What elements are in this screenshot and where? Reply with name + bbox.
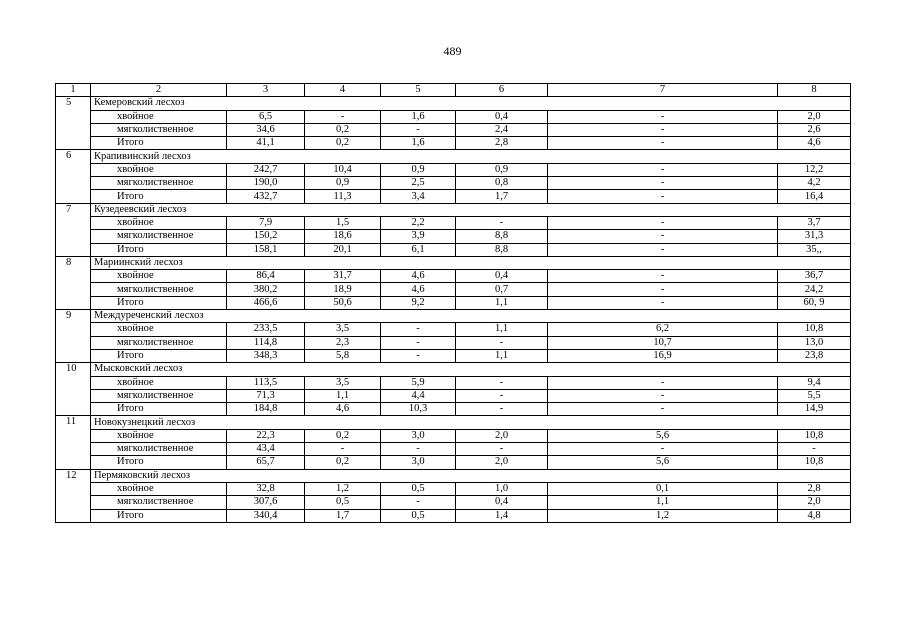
table-cell: 18,6: [305, 230, 381, 243]
table-cell: 466,6: [227, 296, 305, 309]
table-cell: -: [456, 403, 548, 416]
group-header-row: [56, 310, 851, 323]
table-cell: -: [456, 336, 548, 349]
table-cell: -: [456, 389, 548, 402]
table-cell: 0,5: [305, 496, 381, 509]
table-cell: 16,9: [548, 349, 778, 362]
table-cell: 0,4: [456, 110, 548, 123]
table-cell: -: [548, 270, 778, 283]
row-label: Итого: [91, 137, 227, 150]
table-cell: 50,6: [305, 296, 381, 309]
table-cell: 71,3: [227, 389, 305, 402]
table-cell: 43,4: [227, 443, 305, 456]
table-cell: 14,9: [778, 403, 851, 416]
table-cell: 0,9: [381, 163, 456, 176]
table-cell: -: [548, 243, 778, 256]
table-cell: 5,6: [548, 456, 778, 469]
row-label: хвойное: [91, 270, 227, 283]
forestry-table: [55, 83, 851, 523]
table-row: [56, 110, 851, 123]
table-row: [56, 216, 851, 229]
table-cell: -: [548, 230, 778, 243]
header-cell: 6: [456, 84, 548, 97]
table-cell: 2,0: [778, 110, 851, 123]
table-cell: 9,4: [778, 376, 851, 389]
table-row: [56, 243, 851, 256]
row-label: Итого: [91, 349, 227, 362]
table-row: [56, 389, 851, 402]
table-cell: 12,2: [778, 163, 851, 176]
group-number: 12: [56, 469, 91, 522]
table-cell: 2,3: [305, 336, 381, 349]
table-cell: 3,0: [381, 456, 456, 469]
table-cell: 380,2: [227, 283, 305, 296]
table-cell: -: [381, 123, 456, 136]
table-cell: -: [548, 376, 778, 389]
table-cell: 20,1: [305, 243, 381, 256]
table-cell: 1,5: [305, 216, 381, 229]
row-label: хвойное: [91, 376, 227, 389]
header-cell: 5: [381, 84, 456, 97]
table-cell: 4,4: [381, 389, 456, 402]
table-row: [56, 429, 851, 442]
row-label: мягколиственное: [91, 283, 227, 296]
table-cell: -: [381, 323, 456, 336]
table-cell: 10,8: [778, 429, 851, 442]
table-cell: 2,8: [456, 137, 548, 150]
table-cell: 2,0: [778, 496, 851, 509]
table-row: [56, 323, 851, 336]
group-number: 10: [56, 363, 91, 416]
row-label: хвойное: [91, 216, 227, 229]
group-number: 7: [56, 203, 91, 256]
header-cell: 1: [56, 84, 91, 97]
table-cell: 41,1: [227, 137, 305, 150]
table-cell: 5,6: [548, 429, 778, 442]
table-row: [56, 296, 851, 309]
table-cell: 0,9: [456, 163, 548, 176]
group-name: Пермяковский лесхоз: [91, 469, 851, 482]
table-cell: 158,1: [227, 243, 305, 256]
table-cell: 3,7: [778, 216, 851, 229]
table-cell: 6,2: [548, 323, 778, 336]
row-label: мягколиственное: [91, 496, 227, 509]
table-row: [56, 376, 851, 389]
table-cell: 1,1: [456, 296, 548, 309]
table-cell: 348,3: [227, 349, 305, 362]
table-cell: -: [456, 443, 548, 456]
header-row: [56, 84, 851, 97]
group-number: 11: [56, 416, 91, 469]
table-cell: 36,7: [778, 270, 851, 283]
group-number: 6: [56, 150, 91, 203]
row-label: Итого: [91, 190, 227, 203]
header-cell: 8: [778, 84, 851, 97]
table-cell: 2,4: [456, 123, 548, 136]
row-label: хвойное: [91, 482, 227, 495]
table-cell: -: [548, 163, 778, 176]
table-cell: 3,0: [381, 429, 456, 442]
table-cell: 8,8: [456, 230, 548, 243]
table-cell: 5,5: [778, 389, 851, 402]
row-label: мягколиственное: [91, 230, 227, 243]
table-row: [56, 137, 851, 150]
group-header-row: [56, 469, 851, 482]
row-label: Итого: [91, 456, 227, 469]
table-cell: 2,5: [381, 177, 456, 190]
table-row: [56, 349, 851, 362]
table-cell: 0,2: [305, 429, 381, 442]
table-cell: 1,6: [381, 110, 456, 123]
group-name: Мысковский лесхоз: [91, 363, 851, 376]
table-cell: 7,9: [227, 216, 305, 229]
table-cell: 0,7: [456, 283, 548, 296]
table-cell: 432,7: [227, 190, 305, 203]
table-cell: 86,4: [227, 270, 305, 283]
table-cell: 2,2: [381, 216, 456, 229]
table-cell: 1,1: [456, 349, 548, 362]
group-number: 5: [56, 97, 91, 150]
table-cell: -: [381, 336, 456, 349]
table-row: [56, 163, 851, 176]
table-cell: 1,6: [381, 137, 456, 150]
table-cell: 3,9: [381, 230, 456, 243]
table-cell: 6,1: [381, 243, 456, 256]
table-row: [56, 336, 851, 349]
table-cell: -: [548, 177, 778, 190]
row-label: хвойное: [91, 110, 227, 123]
table-cell: -: [456, 216, 548, 229]
table-row: [56, 283, 851, 296]
table-cell: -: [381, 496, 456, 509]
table-cell: 340,4: [227, 509, 305, 522]
table-cell: 16,4: [778, 190, 851, 203]
table-cell: 0,1: [548, 482, 778, 495]
group-name: Кузедеевский лесхоз: [91, 203, 851, 216]
table-cell: 13,0: [778, 336, 851, 349]
table-cell: -: [778, 443, 851, 456]
table-row: [56, 190, 851, 203]
page-number: 489: [443, 44, 462, 58]
table-cell: 4,2: [778, 177, 851, 190]
table-cell: 1,1: [305, 389, 381, 402]
group-number: 8: [56, 256, 91, 309]
table-cell: -: [548, 389, 778, 402]
table-cell: -: [381, 349, 456, 362]
table-cell: 0,4: [456, 496, 548, 509]
table-cell: 150,2: [227, 230, 305, 243]
table-cell: 11,3: [305, 190, 381, 203]
table-cell: 0,9: [305, 177, 381, 190]
table-cell: -: [456, 376, 548, 389]
table-cell: -: [305, 443, 381, 456]
table-cell: 5,9: [381, 376, 456, 389]
row-label: хвойное: [91, 323, 227, 336]
table-row: [56, 496, 851, 509]
row-label: мягколиственное: [91, 336, 227, 349]
table-cell: 24,2: [778, 283, 851, 296]
table-cell: 1,1: [456, 323, 548, 336]
table-cell: 4,6: [381, 270, 456, 283]
table-cell: 22,3: [227, 429, 305, 442]
table-cell: 60, 9: [778, 296, 851, 309]
row-label: Итого: [91, 403, 227, 416]
table-cell: -: [548, 296, 778, 309]
row-label: хвойное: [91, 429, 227, 442]
table-cell: 233,5: [227, 323, 305, 336]
table-row: [56, 403, 851, 416]
table-cell: 1,4: [456, 509, 548, 522]
group-name: Кемеровский лесхоз: [91, 97, 851, 110]
table-cell: 0,4: [456, 270, 548, 283]
table-row: [56, 509, 851, 522]
table-cell: -: [548, 283, 778, 296]
table-row: [56, 123, 851, 136]
table-cell: 2,0: [456, 456, 548, 469]
table-cell: -: [305, 110, 381, 123]
table-row: [56, 456, 851, 469]
row-label: мягколиственное: [91, 123, 227, 136]
group-header-row: [56, 203, 851, 216]
table-cell: 1,0: [456, 482, 548, 495]
table-cell: 242,7: [227, 163, 305, 176]
table-cell: 8,8: [456, 243, 548, 256]
table-cell: 35,,: [778, 243, 851, 256]
group-name: Крапивинский лесхоз: [91, 150, 851, 163]
table-cell: 0,2: [305, 137, 381, 150]
table-cell: 1,2: [548, 509, 778, 522]
table-cell: 23,8: [778, 349, 851, 362]
table-row: [56, 230, 851, 243]
table-row: [56, 177, 851, 190]
row-label: Итого: [91, 296, 227, 309]
table-cell: -: [381, 443, 456, 456]
row-label: хвойное: [91, 163, 227, 176]
group-header-row: [56, 363, 851, 376]
table-cell: 2,6: [778, 123, 851, 136]
table-cell: 0,8: [456, 177, 548, 190]
group-header-row: [56, 150, 851, 163]
table-cell: 1,7: [305, 509, 381, 522]
table-cell: 1,1: [548, 496, 778, 509]
table-cell: 0,2: [305, 456, 381, 469]
group-name: Новокузнецкий лесхоз: [91, 416, 851, 429]
table-cell: 65,7: [227, 456, 305, 469]
table-cell: 10,8: [778, 456, 851, 469]
table-cell: 4,8: [778, 509, 851, 522]
table-cell: 31,3: [778, 230, 851, 243]
table-cell: 0,5: [381, 509, 456, 522]
table-cell: 4,6: [305, 403, 381, 416]
table-cell: 307,6: [227, 496, 305, 509]
table-cell: 6,5: [227, 110, 305, 123]
table-cell: -: [548, 403, 778, 416]
table-cell: 3,5: [305, 376, 381, 389]
table-cell: -: [548, 216, 778, 229]
table-cell: 32,8: [227, 482, 305, 495]
row-label: Итого: [91, 243, 227, 256]
header-cell: 3: [227, 84, 305, 97]
table-cell: 2,0: [456, 429, 548, 442]
table-cell: 1,7: [456, 190, 548, 203]
table-cell: 10,4: [305, 163, 381, 176]
group-name: Мариинский лесхоз: [91, 256, 851, 269]
header-cell: 2: [91, 84, 227, 97]
row-label: Итого: [91, 509, 227, 522]
header-cell: 4: [305, 84, 381, 97]
table-cell: 0,5: [381, 482, 456, 495]
group-number: 9: [56, 310, 91, 363]
table-cell: 3,5: [305, 323, 381, 336]
row-label: мягколиственное: [91, 389, 227, 402]
table-cell: 2,8: [778, 482, 851, 495]
table-row: [56, 270, 851, 283]
table-cell: -: [548, 137, 778, 150]
table-cell: 0,2: [305, 123, 381, 136]
table-cell: 10,8: [778, 323, 851, 336]
group-name: Междуреченский лесхоз: [91, 310, 851, 323]
table-cell: 4,6: [381, 283, 456, 296]
table-cell: 18,9: [305, 283, 381, 296]
row-label: мягколиственное: [91, 443, 227, 456]
table-row: [56, 482, 851, 495]
table-cell: 113,5: [227, 376, 305, 389]
row-label: мягколиственное: [91, 177, 227, 190]
table-cell: 3,4: [381, 190, 456, 203]
table-cell: 10,7: [548, 336, 778, 349]
group-header-row: [56, 97, 851, 110]
table-cell: 184,8: [227, 403, 305, 416]
table-row: [56, 443, 851, 456]
table-cell: 34,6: [227, 123, 305, 136]
table-cell: -: [548, 110, 778, 123]
table-cell: 1,2: [305, 482, 381, 495]
table-cell: -: [548, 123, 778, 136]
table-cell: -: [548, 190, 778, 203]
table-cell: 114,8: [227, 336, 305, 349]
header-cell: 7: [548, 84, 778, 97]
table-cell: -: [548, 443, 778, 456]
table-cell: 190,0: [227, 177, 305, 190]
table-cell: 5,8: [305, 349, 381, 362]
table-cell: 31,7: [305, 270, 381, 283]
table-cell: 10,3: [381, 403, 456, 416]
group-header-row: [56, 416, 851, 429]
table-cell: 9,2: [381, 296, 456, 309]
table-cell: 4,6: [778, 137, 851, 150]
group-header-row: [56, 256, 851, 269]
